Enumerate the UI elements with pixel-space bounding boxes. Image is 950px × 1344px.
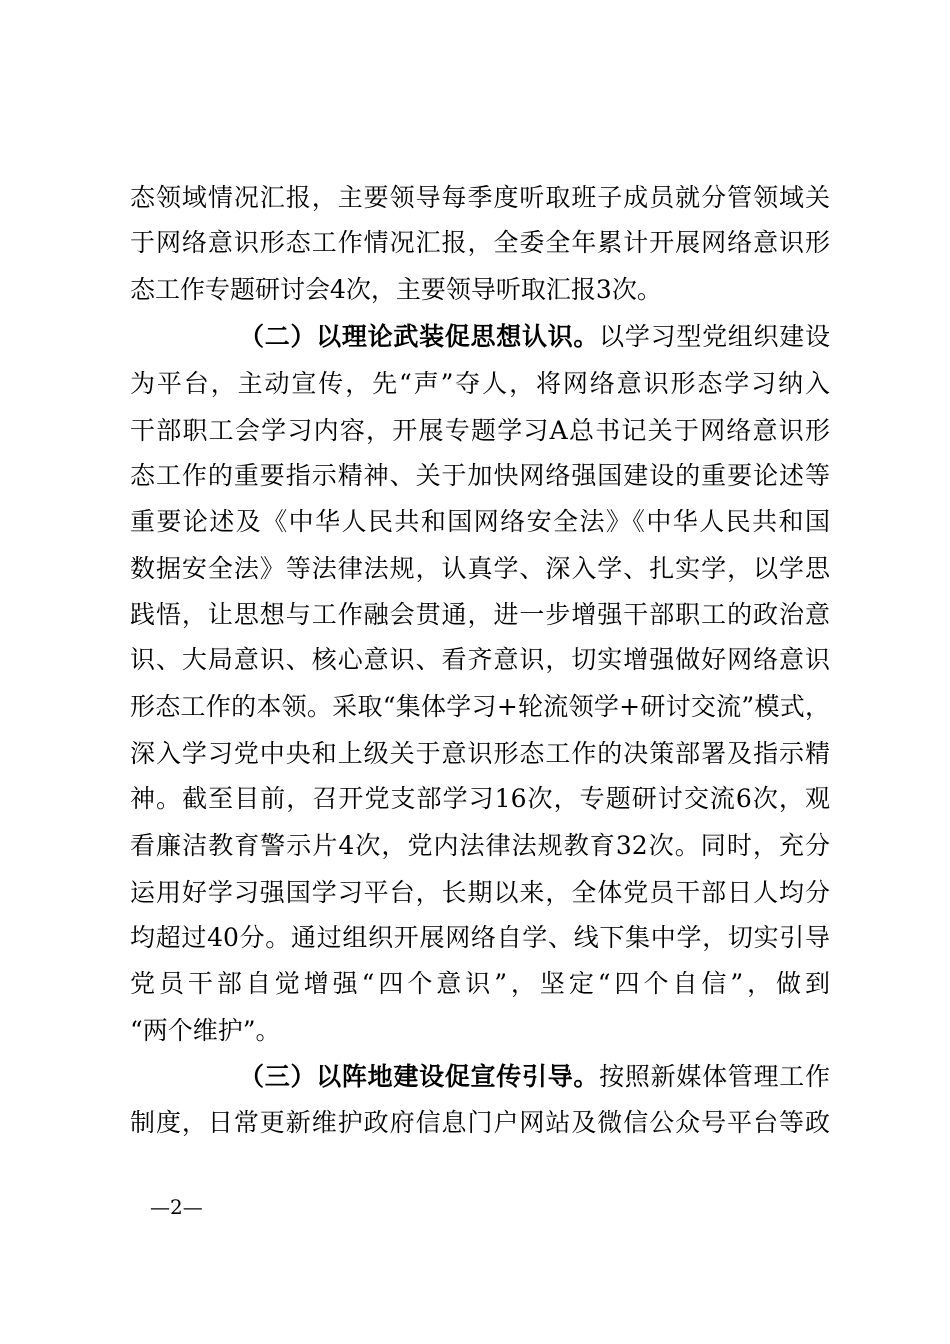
text-line: 看廉洁教育警示片4次，党内法律法规教育32次。同时，充分 (130, 831, 830, 860)
text-line: 态工作专题研讨会4次，主要领导听取汇报3次。 (130, 275, 662, 304)
paragraph-3-lead-text: 按照新媒体管理工作 (599, 1062, 830, 1091)
text-line: 为平台，主动宣传，先“声”夺人，将网络意识形态学习纳入 (130, 369, 830, 398)
paragraph-2-first-line (239, 317, 830, 357)
text-line: 数据安全法》等法律法规，认真学、深入学、扎实学，以学思 (130, 554, 830, 583)
text-line: 制度，日常更新维护政府信息门户网站及微信公众号平台等政 (130, 1108, 830, 1137)
text-line: 形态工作的本领。采取“集体学习+轮流领学+研讨交流”模式， (130, 692, 830, 721)
section-heading-2: （二）以理论武装促思想认识。 (239, 322, 600, 351)
text-line: 于网络意识形态工作情况汇报，全委全年累计开展网络意识形 (130, 228, 830, 257)
paragraph-3-first-line (239, 1057, 830, 1097)
text-line: 态领域情况汇报，主要领导每季度听取班子成员就分管领域关 (130, 183, 830, 212)
text-line: 态工作的重要指示精神、关于加快网络强国建设的重要论述等 (130, 461, 830, 490)
text-line: 干部职工会学习内容，开展专题学习A总书记关于网络意识形 (130, 416, 830, 445)
text-line: 均超过40分。通过组织开展网络自学、线下集中学，切实引导 (130, 923, 830, 952)
section-heading-3: （三）以阵地建设促宣传引导。 (239, 1062, 600, 1091)
paragraph-2-lead-text: 以学习型党组织建设 (599, 322, 830, 351)
text-line: 重要论述及《中华人民共和国网络安全法》《中华人民共和国 (130, 507, 830, 536)
text-line: 践悟，让思想与工作融会贯通，进一步增强干部职工的政治意 (130, 600, 830, 629)
text-line: 运用好学习强国学习平台，长期以来，全体党员干部日人均分 (130, 878, 830, 907)
text-line: 识、大局意识、核心意识、看齐意识，切实增强做好网络意识 (130, 645, 830, 674)
text-line: “两个维护”。 (130, 1016, 281, 1045)
page-number: —2— (150, 1195, 203, 1219)
text-line: 深入学习党中央和上级关于意识形态工作的决策部署及指示精 (130, 739, 830, 768)
text-line: 神。截至目前，召开党支部学习16次，专题研讨交流6次，观 (130, 784, 830, 813)
text-line: 党员干部自觉增强“四个意识”，坚定“四个自信”，做到 (130, 969, 831, 998)
